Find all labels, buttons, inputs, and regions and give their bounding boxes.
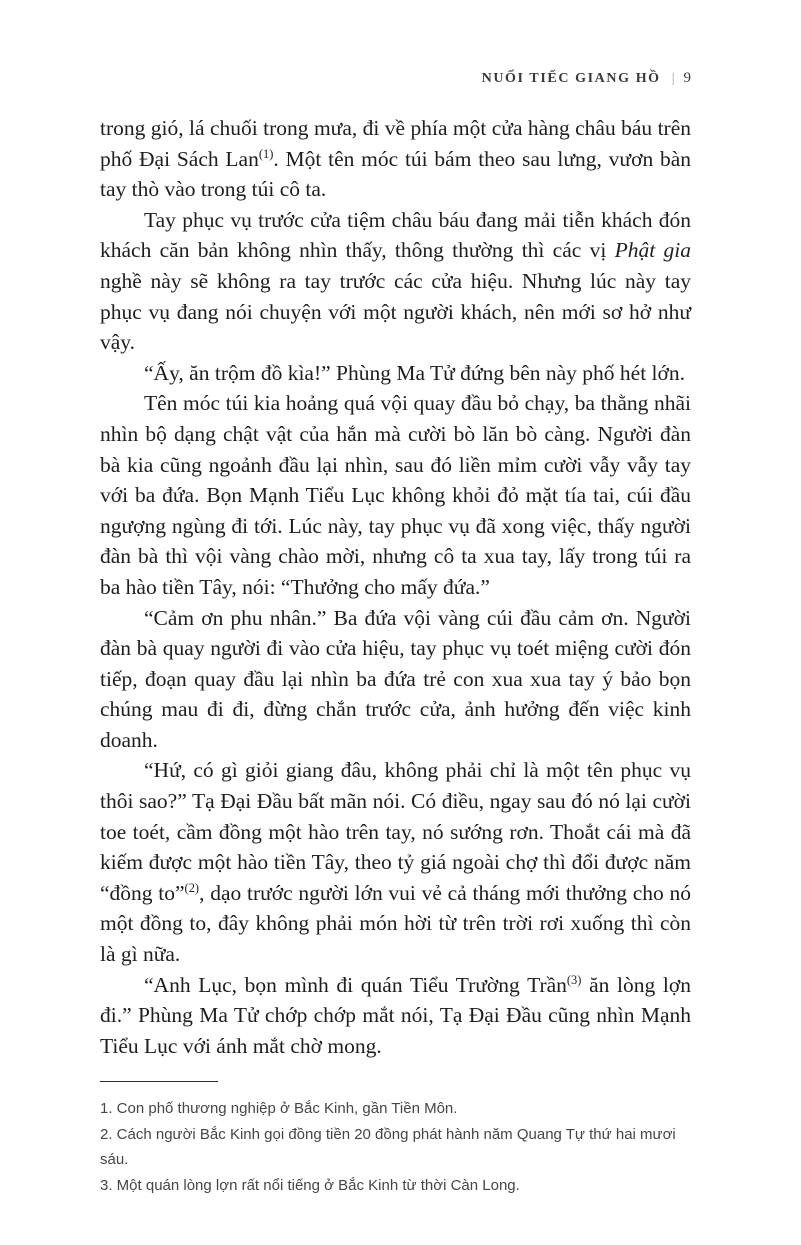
header-separator: | bbox=[671, 71, 675, 86]
footnote-marker: (2) bbox=[184, 880, 200, 895]
footnote: 2. Cách người Bắc Kinh gọi đồng tiền 20 đồng phát hành năm Quang Tự thứ hai mươi sáu. bbox=[100, 1125, 676, 1169]
footnote-marker: (3) bbox=[566, 972, 582, 987]
text-run: Phật gia bbox=[614, 238, 691, 263]
paragraph bbox=[100, 205, 691, 358]
footnote-divider bbox=[100, 1081, 218, 1082]
text-run: . Một tên móc túi bám theo sau lưng, vươn bàn tay thò vào trong túi cô ta. bbox=[100, 146, 692, 202]
text-run: Tay phục vụ trước cửa tiệm châu báu đang mải tiễn khách đón khách căn bản không nhìn thấy, thông thường thì các vị bbox=[100, 207, 691, 263]
paragraph bbox=[100, 388, 691, 602]
text-run: “Anh Lục, bọn mình đi quán Tiểu Trường Trần bbox=[144, 972, 567, 997]
page-header bbox=[100, 70, 691, 87]
footnote-marker: (1) bbox=[258, 146, 274, 161]
text-run: “Ấy, ăn trộm đồ kìa!” Phùng Ma Tử đứng bên này phố hét lớn. bbox=[144, 360, 686, 385]
text-run: Tên móc túi kia hoảng quá vội quay đầu bỏ chạy, ba thằng nhãi nhìn bộ dạng chật vật của hắn mà cười bò lăn bò càng. Người đàn bà kia cũng ngoảnh đầu lại nhìn, sau đó liền mỉm cười vẫy vẫy tay với ba đứa. Bọn Mạnh Tiểu Lục không khỏi đỏ mặt tía tai, cúi đầu ngượng ngùng đi tới. Lúc này, tay phục vụ đã xong việc, thấy người đàn bà thì vội vàng chào mời, nhưng cô ta xua tay, lấy trong túi ra ba hào tiền Tây, nói: “Thưởng cho mấy đứa.” bbox=[100, 391, 691, 599]
text-run: “Hứ, có gì giỏi giang đâu, không phải chỉ là một tên phục vụ thôi sao?” Tạ Đại Đầu bất mãn nói. Có điều, ngay sau đó nó lại cười toe toét, cầm đồng một hào trên tay, nó sướng rơn. Thoắt cái mà đã kiếm được một hào tiền Tây, theo tỷ giá ngoài chợ thì đổi được năm “đồng to” bbox=[100, 758, 691, 905]
footnote: 1. Con phố thương nghiệp ở Bắc Kinh, gần Tiền Môn. bbox=[100, 1100, 458, 1118]
footnote: 3. Một quán lòng lợn rất nổi tiếng ở Bắc Kinh từ thời Càn Long. bbox=[100, 1176, 520, 1194]
paragraph bbox=[100, 113, 691, 205]
footnotes bbox=[100, 1096, 691, 1198]
page-body bbox=[100, 113, 691, 1061]
text-run: ăn lòng lợn đi.” Phùng Ma Tử chớp chớp mắt nói, Tạ Đại Đầu cũng nhìn Mạnh Tiểu Lục với ánh mắt chờ mong. bbox=[100, 972, 692, 1058]
paragraph bbox=[100, 358, 691, 389]
text-run: , dạo trước người lớn vui vẻ cả tháng mới thưởng cho nó một đồng to, đây không phải món hời từ trên trời rơi xuống thì còn là gì nữa. bbox=[100, 880, 691, 967]
paragraph bbox=[100, 755, 691, 969]
paragraph bbox=[100, 970, 691, 1062]
text-run: nghề này sẽ không ra tay trước các cửa hiệu. Nhưng lúc này tay phục vụ đang nói chuyện với một người khách, nên mới sơ hở như vậy. bbox=[100, 268, 691, 355]
paragraph bbox=[100, 603, 691, 756]
text-run: “Cảm ơn phu nhân.” Ba đứa vội vàng cúi đầu cảm ơn. Người đàn bà quay người đi vào cửa hiệu, tay phục vụ toét miệng cười đón tiếp, đoạn quay đầu lại nhìn ba đứa trẻ con xua xua tay ý bảo bọn chúng mau đi đi, đừng chắn trước cửa, ảnh hưởng đến việc kinh doanh. bbox=[100, 605, 691, 752]
text-run: trong gió, lá chuối trong mưa, đi về phía một cửa hàng châu báu trên phố Đại Sách Lan bbox=[100, 116, 691, 171]
running-title: NUỐI TIẾC GIANG HỒ bbox=[481, 71, 661, 86]
page-number: 9 bbox=[683, 70, 691, 86]
